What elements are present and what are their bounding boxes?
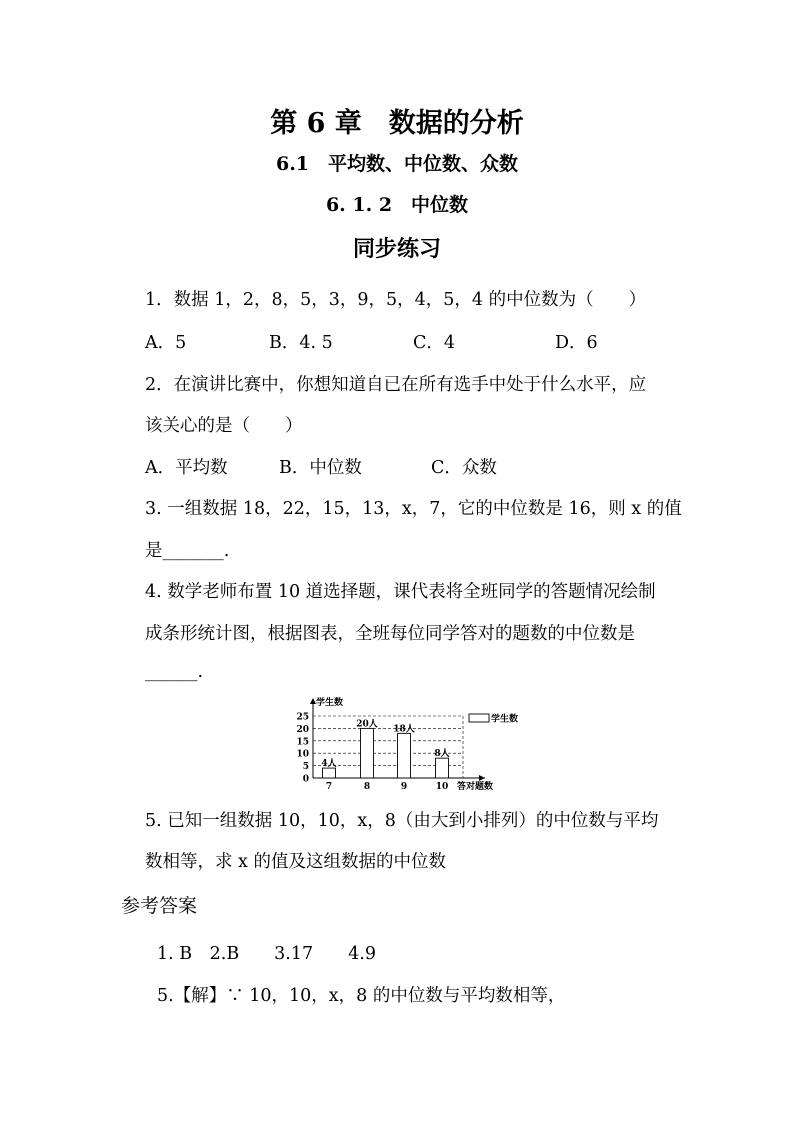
question-5-line-1: 5. 已知一组数据 10，10，x，8（由大到小排列）的中位数与平均	[145, 811, 659, 831]
bar-data-label: 18人	[393, 724, 415, 735]
q2-option-b: B．中位数	[279, 458, 362, 478]
q2-option-a: A．平均数	[145, 458, 228, 478]
question-3-line-2: 是_______.	[145, 541, 230, 561]
subsection-title: 6. 1. 2 中位数	[325, 194, 469, 216]
exercise-heading: 同步练习	[352, 236, 441, 262]
chapter-title: 第 6 章 数据的分析	[270, 108, 524, 139]
y-tick-label: 25	[296, 712, 309, 723]
section-title: 6.1 平均数、中位数、众数	[275, 153, 519, 175]
answers-line-2: 5.【解】∵ 10，10，x，8 的中位数与平均数相等，	[157, 986, 566, 1006]
question-2-line-2: 该关心的是（ ）	[145, 416, 303, 436]
y-axis-label: 学生数	[316, 698, 344, 708]
bar-chart	[285, 694, 519, 794]
bar	[398, 733, 411, 778]
x-axis-arrow	[479, 775, 485, 781]
bar-data-label: 20人	[356, 719, 378, 730]
q1-option-c: C．4	[413, 333, 456, 353]
q1-option-b: B．4. 5	[269, 333, 333, 353]
q1-option-d: D．6	[555, 333, 598, 353]
x-tick-label: 9	[400, 782, 408, 792]
question-4-line-2: 成条形统计图，根据图表，全班每位同学答对的题数的中位数是	[145, 624, 635, 644]
x-tick-label: 8	[363, 782, 371, 792]
question-1-text: 1．数据 1，2，8，5，3，9，5，4，5，4 的中位数为（ ）	[145, 290, 647, 310]
legend-label: 学生数	[491, 714, 519, 725]
y-tick-label: 15	[296, 737, 309, 748]
answers-line-1: 1. B 2.B 3.17 4.9	[157, 944, 376, 964]
bar-data-label: 4人	[321, 759, 337, 770]
question-2-line-1: 2．在演讲比赛中，你想知道自已在所有选手中处于什么水平，应	[145, 375, 647, 395]
x-tick-label: 7	[325, 782, 333, 792]
bar	[361, 728, 374, 778]
question-4-line-3: ______.	[145, 662, 204, 682]
bar	[436, 758, 449, 778]
q1-option-a: A．5	[145, 333, 187, 353]
question-3-line-1: 3. 一组数据 18，22，15，13，x，7，它的中位数是 16，则 x 的值	[145, 499, 682, 519]
x-axis-label: 答对题数	[457, 782, 494, 792]
y-tick-label: 20	[296, 724, 309, 735]
x-tick-label: 10	[435, 782, 449, 792]
question-4-line-1: 4. 数学老师布置 10 道选择题，课代表将全班同学的答题情况绘制	[145, 582, 656, 602]
legend-swatch	[469, 714, 489, 722]
y-tick-label: 0	[302, 774, 309, 785]
question-5-line-2: 数相等，求 x 的值及这组数据的中位数	[145, 852, 446, 872]
bar	[323, 768, 336, 778]
q2-option-c: C．众数	[431, 458, 497, 478]
y-tick-label: 5	[302, 762, 309, 773]
bar-data-label: 8人	[434, 749, 450, 760]
y-tick-label: 10	[296, 749, 309, 760]
answers-heading: 参考答案	[121, 895, 198, 917]
